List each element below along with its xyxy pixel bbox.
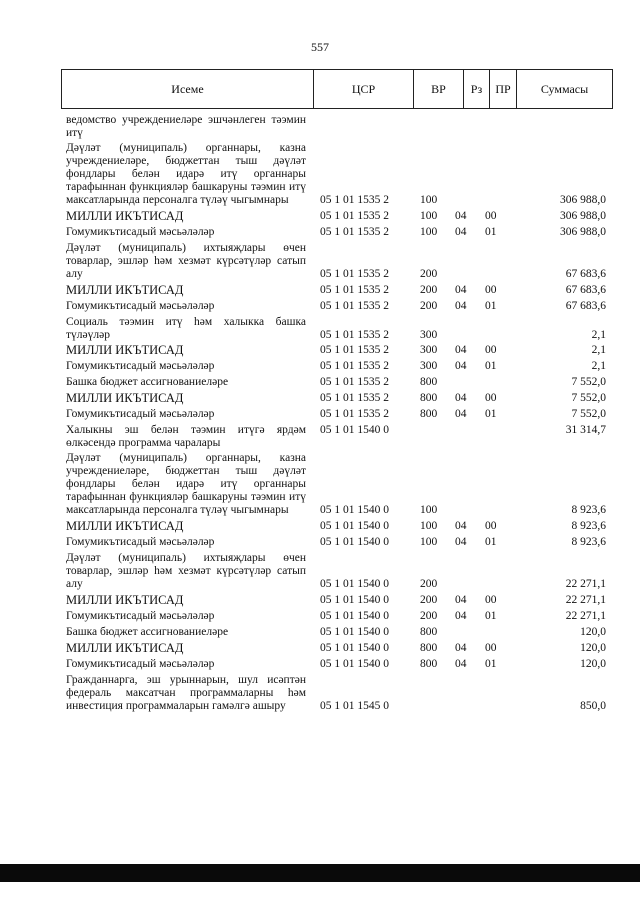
row-sum: 120,0 (580, 626, 606, 638)
table-row (66, 344, 616, 357)
table-row (66, 674, 616, 713)
row-name: Халыкны эш белән тәэмин итүгә ярдәм өлкәсендә программа чаралары (66, 424, 306, 449)
row-vr: 800 (420, 658, 438, 670)
row-name: МИЛЛИ ИКЪТИСАД (66, 283, 184, 297)
row-vr: 100 (420, 536, 438, 548)
header-vr: ВР (414, 70, 464, 108)
row-name: Дәүләт (муниципаль) органнары, казна учреждениеләре, бюджеттан тыш дәүләт фондлары белән идарә итү органнары тарафыннан функцияләр башкаруны тәэмин итү максатларында персоналга түләү чыгымнары (66, 142, 306, 206)
row-vr: 300 (420, 344, 438, 356)
row-sum: 31 314,7 (565, 424, 606, 436)
row-rz: 04 (455, 300, 467, 312)
table-row (66, 242, 616, 281)
table-row (66, 408, 616, 421)
row-csr: 05 1 01 1535 2 (320, 392, 389, 404)
row-name: МИЛЛИ ИКЪТИСАД (66, 209, 184, 223)
table-row (66, 226, 616, 239)
row-pr: 00 (485, 520, 497, 532)
row-rz: 04 (455, 642, 467, 654)
table-row (66, 210, 616, 223)
row-sum: 67 683,6 (565, 300, 606, 312)
table-row (66, 376, 616, 389)
row-csr: 05 1 01 1540 0 (320, 520, 389, 532)
row-csr: 05 1 01 1535 2 (320, 300, 389, 312)
table-row (66, 642, 616, 655)
row-csr: 05 1 01 1540 0 (320, 610, 389, 622)
row-name: Гомумикътисадый мәсьәләләр (66, 226, 215, 238)
table-row (66, 114, 616, 140)
row-vr: 300 (420, 329, 438, 341)
row-vr: 100 (420, 504, 438, 516)
table-row (66, 626, 616, 639)
row-rz: 04 (455, 408, 467, 420)
row-pr: 01 (485, 610, 497, 622)
table-row (66, 594, 616, 607)
row-name: МИЛЛИ ИКЪТИСАД (66, 593, 184, 607)
row-rz: 04 (455, 284, 467, 296)
row-vr: 200 (420, 284, 438, 296)
row-sum: 8 923,6 (571, 536, 606, 548)
row-sum: 67 683,6 (565, 268, 606, 280)
row-csr: 05 1 01 1535 2 (320, 360, 389, 372)
table-row (66, 142, 616, 207)
row-name: Социаль тәэмин итү һәм халыкка башка түләүләр (66, 316, 306, 341)
header-csr: ЦСР (314, 70, 414, 108)
row-csr: 05 1 01 1540 0 (320, 536, 389, 548)
row-sum: 120,0 (580, 642, 606, 654)
row-sum: 306 988,0 (560, 226, 606, 238)
row-vr: 300 (420, 360, 438, 372)
row-pr: 01 (485, 408, 497, 420)
row-sum: 8 923,6 (571, 504, 606, 516)
header-sum: Суммасы (540, 82, 589, 96)
table-row (66, 284, 616, 297)
row-sum: 8 923,6 (571, 520, 606, 532)
row-pr: 01 (485, 360, 497, 372)
row-pr: 00 (485, 210, 497, 222)
row-csr: 05 1 01 1540 0 (320, 626, 389, 638)
row-name: ведомство учреждениеләре эшчәнлеген тәэмин итү (66, 114, 306, 139)
row-name: Дәүләт (муниципаль) органнары, казна учреждениеләре, бюджеттан тыш дәүләт фондлары белән идарә итү органнары тарафыннан функцияләр башкаруны тәэмин итү максатларында персоналга түләү чыгымнары (66, 452, 306, 516)
row-csr: 05 1 01 1535 2 (320, 226, 389, 238)
table-row (66, 552, 616, 591)
row-name: Гомумикътисадый мәсьәләләр (66, 536, 215, 548)
row-vr: 200 (420, 578, 438, 590)
row-sum: 306 988,0 (560, 194, 606, 206)
row-vr: 800 (420, 642, 438, 654)
row-name: МИЛЛИ ИКЪТИСАД (66, 343, 184, 357)
row-pr: 00 (485, 284, 497, 296)
row-rz: 04 (455, 210, 467, 222)
row-sum: 7 552,0 (571, 408, 606, 420)
row-vr: 200 (420, 594, 438, 606)
row-csr: 05 1 01 1535 2 (320, 194, 389, 206)
table-header (61, 69, 613, 109)
row-vr: 800 (420, 408, 438, 420)
table-row (66, 300, 616, 313)
row-name: Гражданнарга, эш урыннарын, шул исәптән федераль максатчан программаларны һәм инвестиция программаларын гамәлгә ашыру (66, 674, 306, 712)
row-vr: 800 (420, 392, 438, 404)
row-sum: 850,0 (580, 700, 606, 712)
row-csr: 05 1 01 1535 2 (320, 344, 389, 356)
row-pr: 01 (485, 300, 497, 312)
row-rz: 04 (455, 594, 467, 606)
scan-edge-bar (0, 864, 640, 882)
row-vr: 100 (420, 210, 438, 222)
row-vr: 100 (420, 226, 438, 238)
row-sum: 306 988,0 (560, 210, 606, 222)
row-name: Дәүләт (муниципаль) ихтыяҗлары өчен товарлар, эшләр һәм хезмәт күрсәтүләр сатып алу (66, 242, 306, 280)
row-name: МИЛЛИ ИКЪТИСАД (66, 641, 184, 655)
table-row (66, 316, 616, 342)
row-csr: 05 1 01 1535 2 (320, 376, 389, 388)
row-csr: 05 1 01 1535 2 (320, 408, 389, 420)
row-csr: 05 1 01 1535 2 (320, 284, 389, 296)
table-row (66, 360, 616, 373)
row-csr: 05 1 01 1535 2 (320, 268, 389, 280)
row-rz: 04 (455, 344, 467, 356)
row-csr: 05 1 01 1535 2 (320, 210, 389, 222)
row-vr: 800 (420, 626, 438, 638)
table-row (66, 520, 616, 533)
row-sum: 120,0 (580, 658, 606, 670)
row-csr: 05 1 01 1540 0 (320, 504, 389, 516)
table-row (66, 610, 616, 623)
row-csr: 05 1 01 1545 0 (320, 700, 389, 712)
row-pr: 00 (485, 642, 497, 654)
row-vr: 800 (420, 376, 438, 388)
row-pr: 00 (485, 344, 497, 356)
row-sum: 2,1 (591, 329, 606, 341)
row-csr: 05 1 01 1540 0 (320, 578, 389, 590)
row-sum: 2,1 (591, 360, 606, 372)
row-name: Башка бюджет ассигнованиеләре (66, 376, 229, 388)
row-csr: 05 1 01 1540 0 (320, 594, 389, 606)
table-row (66, 452, 616, 517)
row-csr: 05 1 01 1540 0 (320, 642, 389, 654)
row-name: Гомумикътисадый мәсьәләләр (66, 300, 215, 312)
table-row (66, 392, 616, 405)
row-sum: 7 552,0 (571, 376, 606, 388)
row-pr: 01 (485, 226, 497, 238)
row-sum: 7 552,0 (571, 392, 606, 404)
row-vr: 200 (420, 268, 438, 280)
header-name: Исеме (62, 70, 314, 108)
row-vr: 100 (420, 520, 438, 532)
row-pr: 00 (485, 594, 497, 606)
table-row (66, 424, 616, 450)
row-rz: 04 (455, 658, 467, 670)
row-name: Гомумикътисадый мәсьәләләр (66, 658, 215, 670)
row-csr: 05 1 01 1540 0 (320, 658, 389, 670)
row-name: МИЛЛИ ИКЪТИСАД (66, 391, 184, 405)
row-rz: 04 (455, 226, 467, 238)
table-row (66, 536, 616, 549)
row-pr: 01 (485, 536, 497, 548)
row-rz: 04 (455, 520, 467, 532)
row-sum: 67 683,6 (565, 284, 606, 296)
row-vr: 200 (420, 300, 438, 312)
row-pr: 01 (485, 658, 497, 670)
page-number: 557 (311, 40, 329, 54)
row-name: Башка бюджет ассигнованиеләре (66, 626, 229, 638)
row-vr: 100 (420, 194, 438, 206)
row-rz: 04 (455, 536, 467, 548)
row-name: Гомумикътисадый мәсьәләләр (66, 408, 215, 420)
row-sum: 22 271,1 (565, 578, 606, 590)
row-sum: 22 271,1 (565, 594, 606, 606)
table-row (66, 658, 616, 671)
row-sum: 2,1 (591, 344, 606, 356)
table-body (66, 111, 616, 713)
row-sum: 22 271,1 (565, 610, 606, 622)
row-pr: 00 (485, 392, 497, 404)
row-name: Гомумикътисадый мәсьәләләр (66, 360, 215, 372)
row-rz: 04 (455, 360, 467, 372)
row-vr: 200 (420, 610, 438, 622)
header-pr: ПР (490, 70, 517, 108)
row-rz: 04 (455, 392, 467, 404)
row-csr: 05 1 01 1535 2 (320, 329, 389, 341)
row-name: Гомумикътисадый мәсьәләләр (66, 610, 215, 622)
row-name: Дәүләт (муниципаль) ихтыяҗлары өчен товарлар, эшләр һәм хезмәт күрсәтүләр сатып алу (66, 552, 306, 590)
row-name: МИЛЛИ ИКЪТИСАД (66, 519, 184, 533)
header-rz: Рз (464, 70, 490, 108)
row-rz: 04 (455, 610, 467, 622)
row-csr: 05 1 01 1540 0 (320, 424, 389, 436)
